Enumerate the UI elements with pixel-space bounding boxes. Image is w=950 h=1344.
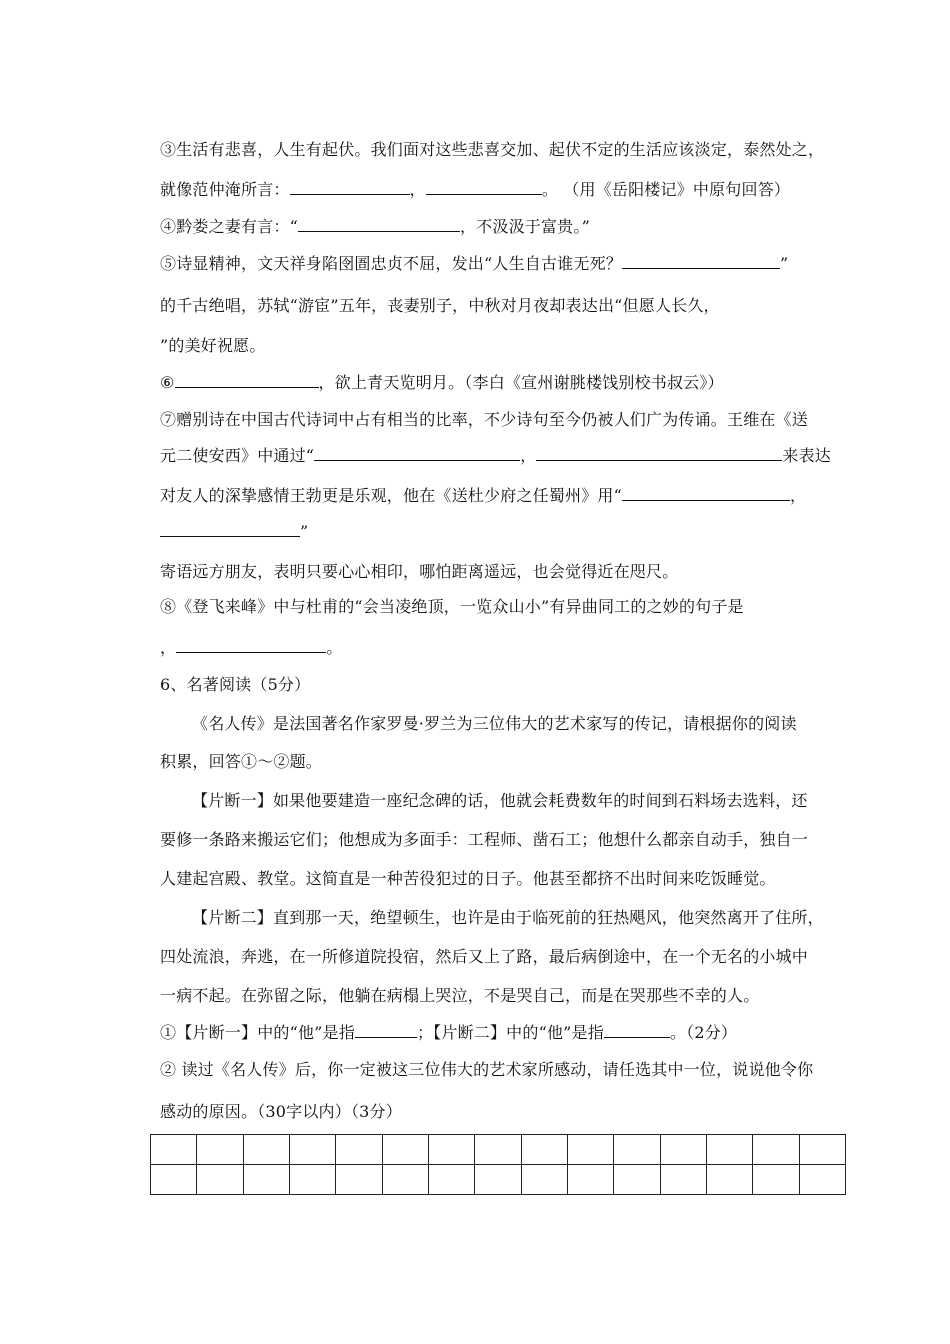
grid-cell[interactable]: [660, 1165, 706, 1195]
grid-cell[interactable]: [567, 1135, 613, 1165]
grid-cell[interactable]: [151, 1165, 197, 1195]
grid-cell[interactable]: [243, 1135, 289, 1165]
grid-cell[interactable]: [289, 1135, 335, 1165]
grid-cell[interactable]: [614, 1135, 660, 1165]
q7-line5: 寄语远方朋友，表明只要心心相印，哪怕距离遥远，也会觉得近在咫尺。: [160, 562, 679, 581]
q7-line4: ”: [160, 522, 308, 542]
answer-blank[interactable]: [622, 254, 780, 269]
grid-cell[interactable]: [336, 1135, 382, 1165]
grid-cell[interactable]: [197, 1135, 243, 1165]
grid-row: [151, 1165, 846, 1195]
question-1-line: ①【片断一】中的“他”是指 ；【片断二】中的“他”是指 。（2分）: [160, 1023, 738, 1042]
grid-cell[interactable]: [753, 1135, 799, 1165]
answer-blank[interactable]: [290, 180, 410, 195]
grid-cell[interactable]: [289, 1165, 335, 1195]
q7-line1: ⑦赠别诗在中国古代诗词中占有相当的比率，不少诗句至今仍被人们广为传诵。王维在《送: [160, 410, 809, 429]
grid-cell[interactable]: [706, 1165, 752, 1195]
grid-cell[interactable]: [428, 1135, 474, 1165]
grid-cell[interactable]: [660, 1135, 706, 1165]
q5-line3: ”的美好祝愿。: [160, 336, 266, 355]
answer-blank[interactable]: [176, 638, 326, 653]
excerpt-1-line2: 要修一条路来搬运它们；他想成为多面手：工程师、凿石工；他想什么都亲自动手，独自一: [160, 830, 809, 849]
grid-cell[interactable]: [151, 1135, 197, 1165]
q5-line1: ⑤诗显精神，文天祥身陷囹圄忠贞不屈，发出“人生自古谁无死？ ”: [160, 254, 789, 273]
answer-blank[interactable]: [604, 1023, 670, 1038]
grid-cell[interactable]: [197, 1165, 243, 1195]
section-6-title: 6、名著阅读（5分）: [160, 675, 311, 694]
answer-blank[interactable]: [622, 486, 790, 501]
excerpt-2-line2: 四处流浪，奔逃，在一所修道院投宿，然后又上了路，最后病倒途中，在一个无名的小城中: [160, 947, 809, 966]
answer-blank[interactable]: [314, 446, 520, 461]
q5-line2: 的千古绝唱，苏轼“游宦”五年，丧妻别子，中秋对月夜却表达出“但愿人长久，: [160, 296, 720, 315]
answer-blank[interactable]: [426, 180, 542, 195]
q8-line1: ⑧《登飞来峰》中与杜甫的“会当凌绝顶，一览众山小”有异曲同工的之妙的句子是: [160, 597, 744, 616]
grid-cell[interactable]: [521, 1135, 567, 1165]
q7-line3: 对友人的深挚感情王勃更是乐观，他在《送杜少府之任蜀州》用“ ，: [160, 486, 807, 505]
grid-cell[interactable]: [614, 1165, 660, 1195]
grid-cell[interactable]: [475, 1165, 521, 1195]
question-2-line1: ② 读过《名人传》后，你一定被这三位伟大的艺术家所感动，请任选其中一位，说说他令你: [160, 1060, 814, 1079]
grid-cell[interactable]: [567, 1165, 613, 1195]
excerpt-2-line1: 【片断二】直到那一天，绝望顿生，也许是由于临死前的狂热飓风，他突然离开了住所，: [192, 908, 824, 927]
reading-intro-line1: 《名人传》是法国著名作家罗曼·罗兰为三位伟大的艺术家写的传记，请根据你的阅读: [192, 714, 797, 733]
q4-line: ④黔娄之妻有言：“ ，不汲汲于富贵。”: [160, 217, 590, 236]
answer-blank[interactable]: [175, 373, 319, 388]
q3-line1: ③生活有悲喜，人生有起伏。我们面对这些悲喜交加、起伏不定的生活应该淡定，泰然处之，: [160, 140, 825, 159]
excerpt-2-line3: 一病不起。在弥留之际，他躺在病榻上哭泣，不是哭自己，而是在哭那些不幸的人。: [160, 986, 760, 1005]
question-2-line2: 感动的原因。（30字以内）（3分）: [160, 1102, 402, 1121]
q8-line2: ， 。: [160, 638, 343, 657]
grid-cell[interactable]: [799, 1165, 845, 1195]
answer-blank[interactable]: [536, 446, 782, 461]
grid-cell[interactable]: [706, 1135, 752, 1165]
q6-line: ⑥ ，欲上青天览明月。（李白《宣州谢朓楼饯别校书叔云》）: [160, 373, 724, 392]
grid-cell[interactable]: [521, 1165, 567, 1195]
grid-cell[interactable]: [475, 1135, 521, 1165]
excerpt-1-line3: 人建起宫殿、教堂。这简直是一种苦役犯过的日子。他甚至都挤不出时间来吃饭睡觉。: [160, 869, 776, 888]
grid-cell[interactable]: [799, 1135, 845, 1165]
grid-cell[interactable]: [336, 1165, 382, 1195]
grid-cell[interactable]: [382, 1165, 428, 1195]
grid-cell[interactable]: [428, 1165, 474, 1195]
q3-line2: 就像范仲淹所言： ， 。 （用《岳阳楼记》中原句回答）: [160, 180, 791, 199]
reading-intro-line2: 积累，回答①～②题。: [160, 752, 323, 771]
answer-blank[interactable]: [355, 1023, 417, 1038]
answer-blank[interactable]: [298, 217, 460, 232]
grid-row: [151, 1135, 846, 1165]
excerpt-1-line1: 【片断一】如果他要建造一座纪念碑的话，他就会耗费数年的时间到石料场去选料，还: [192, 791, 808, 810]
answer-grid[interactable]: [150, 1134, 846, 1195]
grid-cell[interactable]: [753, 1165, 799, 1195]
grid-cell[interactable]: [243, 1165, 289, 1195]
grid-cell[interactable]: [382, 1135, 428, 1165]
answer-blank[interactable]: [160, 522, 300, 537]
q7-line2: 元二使安西》中通过“ ， 来表达: [160, 446, 831, 465]
